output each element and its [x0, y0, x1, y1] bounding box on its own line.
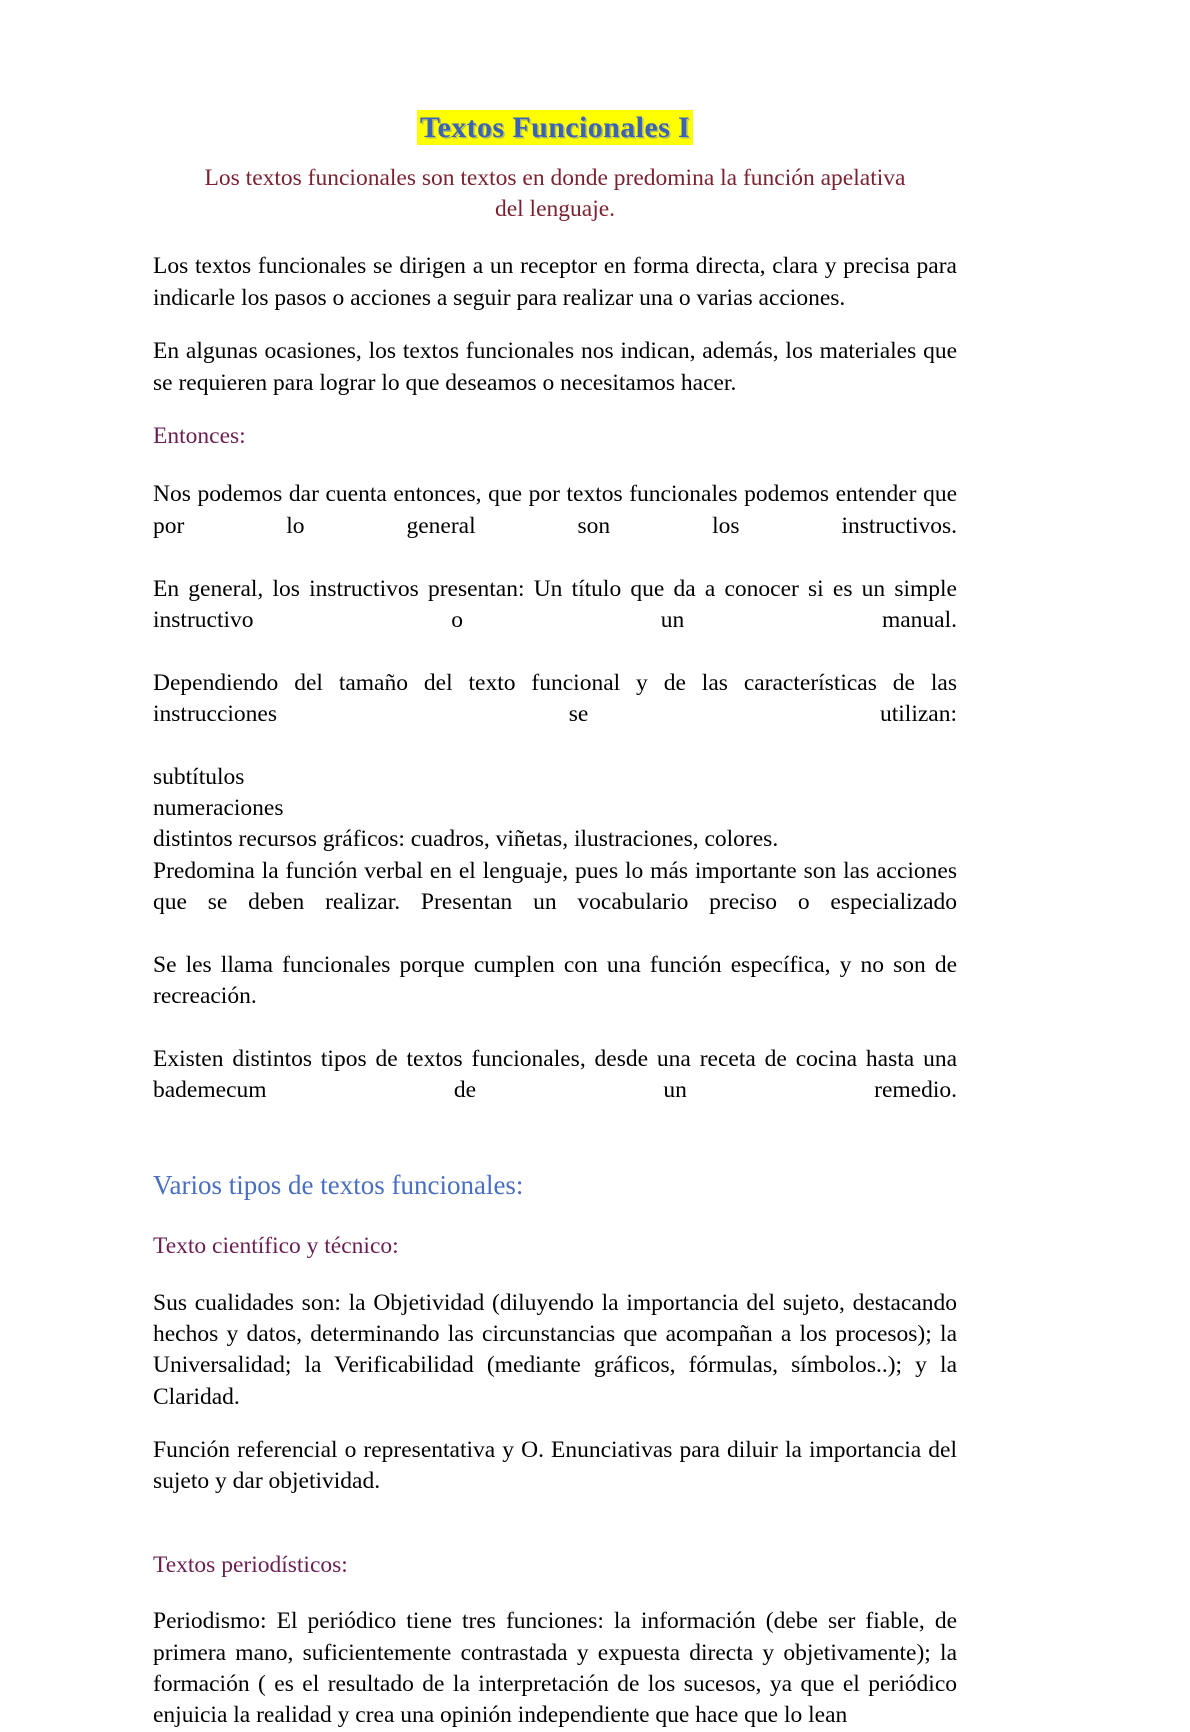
block-line: distintos recursos gráficos: cuadros, viñetas, ilustraciones, colores. — [153, 826, 779, 853]
block-line: Nos podemos dar cuenta entonces, que por textos funcionales podemos entender que por lo general son los instructivos. — [153, 481, 957, 539]
paragraph-intro-2: En algunas ocasiones, los textos funcionales nos indican, además, los materiales que se requieren para lograr lo que deseamos o necesitamos hacer. — [153, 338, 957, 396]
document-content — [153, 108, 957, 1732]
heading-entonces: Entonces: — [153, 422, 246, 449]
instructivos-block — [153, 479, 957, 1138]
block-line: Dependiendo del tamaño del texto funcional y de las características de las instrucciones se utilizan: — [153, 669, 957, 727]
document-subtitle: Los textos funcionales son textos en donde predomina la función apelativa del lenguaje. — [204, 164, 906, 222]
block-line: Existen distintos tipos de textos funcionales, desde una receta de cocina hasta una bademecum de un remedio. — [153, 1045, 957, 1104]
heading-varios-tipos: Varios tipos de textos funcionales: — [153, 1170, 524, 1200]
paragraph-intro-1: Los textos funcionales se dirigen a un receptor en forma directa, clara y precisa para indicarle los pasos o acciones a seguir para realizar una o varias acciones. — [153, 253, 957, 311]
heading-texto-cientifico: Texto científico y técnico: — [153, 1233, 399, 1260]
page-title: Textos Funcionales I — [417, 110, 693, 145]
title-row — [153, 108, 957, 149]
block-line: Predomina la función verbal en el lenguaje, pues lo más importante son las acciones que se deben realizar. Presentan un vocabulario preciso o especializado — [153, 857, 957, 916]
paragraph-cientifico-2: Función referencial o representativa y O. Enunciativas para diluir la importancia del sujeto y dar objetividad. — [153, 1437, 957, 1495]
paragraph-periodismo: Periodismo: El periódico tiene tres funciones: la información (debe ser fiable, de primera mano, suficientemente contrastada y expuesta directa y objetivamente); la formación ( es el resultado de la interpretación de los sucesos, ya que el periódico enjuicia la realidad y crea una opinión independiente que hace que lo lean — [153, 1608, 957, 1729]
heading-textos-periodisticos: Textos periodísticos: — [153, 1551, 348, 1578]
block-line: numeraciones — [153, 795, 284, 822]
block-line: subtítulos — [153, 763, 245, 790]
paragraph-cientifico-1: Sus cualidades son: la Objetividad (diluyendo la importancia del sujeto, destacando hechos y datos, determinando las circunstancias que acompañan a los procesos); la Universalidad; la Verificabilidad (mediante gráficos, fórmulas, símbolos..); y la Claridad. — [153, 1289, 957, 1410]
block-line: Se les llama funcionales porque cumplen con una función específica, y no son de recreación. — [153, 951, 957, 1010]
block-line: En general, los instructivos presentan: Un título que da a conocer si es un simple instructivo o un manual. — [153, 575, 957, 633]
section-spacer — [153, 1520, 957, 1550]
